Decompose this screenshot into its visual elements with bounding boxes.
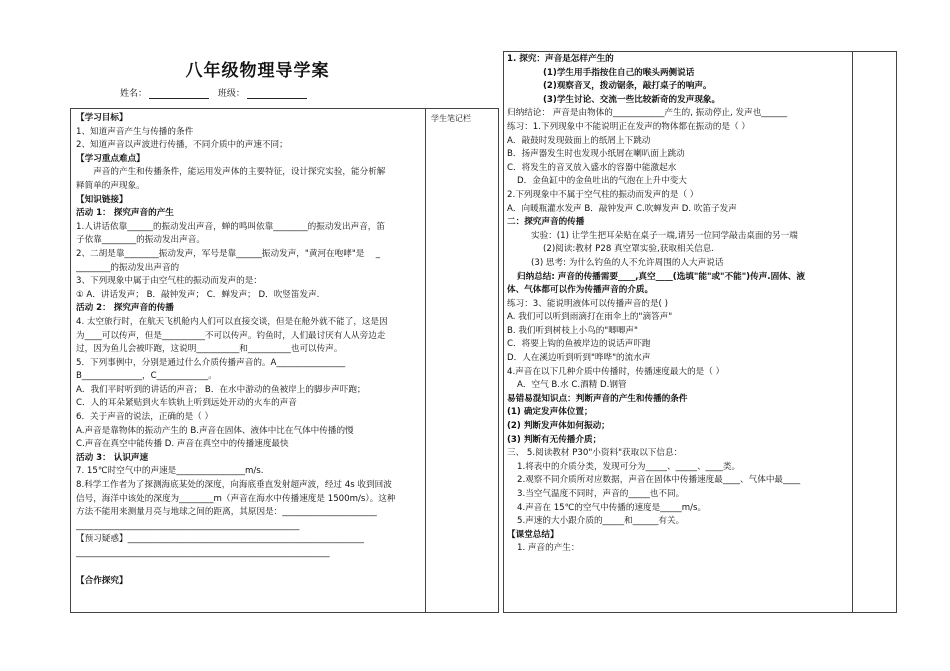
name-field[interactable] — [149, 89, 209, 99]
conclusion-line: 归纳总结: 声音的传播需要____,真空____(选填"能"或"不能")传声.固体、液 — [517, 271, 805, 282]
heading-cooperative-inquiry: 【合作探究】 — [76, 575, 128, 586]
right-notes-column-divider — [852, 51, 853, 613]
activity-1-heading: 活动 1： 探究声音的产生 — [76, 208, 174, 219]
question-line: ________的振动发出声音的 — [76, 262, 180, 273]
inquiry-step: (3)学生讨论、交流一些比较新奇的发声现象。 — [543, 94, 721, 105]
option-line: C.声音在真空中能传播 D. 声音在真空中的传播速度最快 — [76, 439, 289, 450]
question-line: B______________，C____________。 — [76, 371, 217, 382]
text-line: 释简单的声现象。 — [76, 180, 145, 191]
option-line: ① A．讲话发声； B．敲钟发声； C．蝉发声； D．吹竖笛发声. — [76, 289, 320, 300]
option-line: C．将要上钩的鱼被岸边的说话声吓跑 — [507, 339, 651, 350]
question-line: 1.人讲话依靠______的振动发出声音，蝉的鸣叫依靠________的振动发出声音，笛 — [76, 221, 385, 232]
question-line: 4. 太空旅行时，在航天飞机舱内人们可以直接交谈，但是在舱外就不能了，这是因 — [76, 316, 388, 327]
inquiry-step: (1)学生用手指按住自己的喉头两侧说话 — [543, 67, 695, 78]
experiment-line: (2)阅读:教材 P28 真空罩实验,获取相关信息. — [543, 244, 715, 255]
preview-questions-line: ___________________________________________________________ — [76, 548, 330, 558]
option-line: A．我们平时听到的讲话的声音； B．在水中游动的鱼被岸上的脚步声吓跑； — [76, 384, 366, 395]
activity-2-heading: 活动 2： 探究声音的传播 — [76, 303, 174, 314]
page-title: 八年级物理导学案 — [185, 61, 330, 81]
exercise-line: 2.下列现象中不属于空气柱的振动而发声的是（ ） — [507, 189, 699, 200]
exercise-line: 4.声音在以下几种介质中传播时，传播速度最大的是（ ） — [507, 366, 725, 377]
question-line: ____________________________________________________ — [76, 520, 300, 531]
heading-learning-goals: 【学习目标】 — [76, 113, 128, 123]
inquiry-1-heading: 1. 探究：声音是怎样产生的 — [507, 54, 614, 64]
question-line: 过，因为鱼儿会被吓跑，这说明__________和__________也可以传声。 — [76, 344, 343, 355]
question-line: 为____可以传声，但是__________不可以传声。钓鱼时，人们最讨厌有人从旁边走 — [76, 330, 386, 341]
text-line: 2、知道声音以声波进行传播，不同介质中的声速不同； — [76, 140, 288, 151]
option-line: B．扬声器发生时也发现小纸屑在喇叭面上跳动 — [507, 149, 685, 160]
experiment-line: 实验：(1) 让学生把耳朵贴在桌子一端,请另一位同学敲击桌面的另一端 — [531, 230, 798, 241]
student-info-line — [120, 86, 313, 99]
option-line: A．空气 B.水 C.酒精 D.钢管 — [517, 380, 627, 391]
class-label: 班级： — [217, 89, 245, 99]
question-line: 6．关于声音的说法，正确的是（ ） — [76, 412, 214, 423]
option-line: B. 我们听到树枝上小鸟的"唧唧声" — [507, 325, 638, 336]
student-notes-label: 学生笔记栏 — [431, 114, 471, 123]
text-line: 1、知道声音产生与传播的条件 — [76, 126, 194, 137]
option-line: A．向暖瓶灌水发声 B．敲钟发声 C.吹蝉发声 D. 吹笛子发声 — [507, 203, 737, 214]
question-line: 2、二胡是靠________振动发声，军号是靠______振动发声，"黄河在咆哮"是 _ — [76, 248, 380, 259]
activity-3-heading: 活动 3： 认识声速 — [76, 452, 149, 463]
mistake-step: (2) 判断发声体如何振动； — [507, 421, 610, 432]
question-line: 信号，海洋中该处的深度为________m（声音在海水中传播速度是 1500m/s）。这种 — [76, 493, 396, 504]
exercise-line: 练习：3、能说明液体可以传播声音的是( ) — [507, 298, 668, 309]
exercise-line: 练习：1.下列现象中不能说明正在发声的物体都在振动的是（ ） — [507, 121, 750, 132]
reading-task-line: 5.声速的大小跟介质的_____和______有关。 — [517, 516, 685, 527]
reading-task-line: 2.观察不同介质所对应数据，声音在固体中传播速度最____、气体中最____ — [517, 475, 801, 486]
question-line: 子依靠________的振动发出声音。 — [76, 235, 205, 246]
question-line: 5．下列事例中，分别是通过什么介质传播声音的。A________________ — [76, 357, 346, 368]
spacer — [76, 561, 421, 575]
common-mistakes-heading: 易错易混知识点：判断声音的产生和传播的条件 — [507, 393, 688, 404]
mistake-step: (1) 确定发声体位置； — [507, 407, 593, 418]
heading-knowledge-link: 【知识链接】 — [76, 194, 128, 205]
question-line: 7. 15℃时空气中的声速是________________m/s. — [76, 466, 264, 477]
heading-key-points: 【学习重点难点】 — [76, 153, 145, 164]
class-summary-heading: 【课堂总结】 — [507, 529, 559, 540]
inquiry-2-heading: 二：探究声音的传播 — [507, 217, 585, 228]
right-content — [507, 53, 849, 556]
name-label: 姓名： — [120, 89, 148, 99]
option-line: A．敲鼓时发现鼓面上的纸屑上下跳动 — [507, 135, 651, 146]
question-line: 方法不能用来测量月亮与地球之间的距离，其原因是：______________________ — [76, 507, 377, 518]
notes-column-divider — [425, 108, 426, 613]
option-line: C．将发生的音叉放入盛水的容器中能激起水 — [507, 162, 677, 173]
reading-task-heading: 三、 5.阅读教材 P30"小资料"获取以下信息： — [507, 448, 683, 459]
conclusion-line: 归纳结论： 声音是由物体的____________产生的, 振动停止, 发声也______ — [507, 108, 788, 119]
summary-line: 1. 声音的产生： — [517, 543, 580, 554]
question-line: 3、下列现象中属于由空气柱的振动而发声的是： — [76, 276, 262, 287]
mistake-step: (3) 判断有无传播介质； — [507, 434, 602, 445]
option-line: D．金鱼缸中的金鱼吐出的气泡在上升中变大 — [517, 176, 687, 187]
option-line: C．人的耳朵紧贴到火车铁轨上听到远处开动的火车的声音 — [76, 398, 297, 409]
option-line: A. 我们可以听到雨滴打在雨伞上的"滴答声" — [507, 312, 673, 323]
option-line: A.声音是靠物体的振动产生的 B.声音在固体、液体中比在气体中传播的慢 — [76, 425, 354, 436]
experiment-line: (3) 思考: 为什么钓鱼的人不允许周围的人大声说话 — [531, 257, 724, 268]
conclusion-line: 体、气体都可以作为传播声音的介质。 — [507, 285, 654, 296]
inquiry-step: (2)观察音叉，拨动锯条，敲打桌子的响声。 — [543, 81, 712, 92]
option-line: D．人在溪边听到听到"哗哗"的流水声 — [507, 353, 651, 364]
text-line: 声音的产生和传播条件，能运用发声体的主要特征，设计探究实验，能分析解 — [76, 167, 386, 178]
reading-task-line: 4.声音在 15℃的空气中传播的速度是_____m/s。 — [517, 502, 707, 513]
reading-task-line: 3.当空气温度不同时，声音的_____也不同。 — [517, 489, 685, 499]
left-content — [76, 112, 421, 588]
reading-task-line: 1.将表中的介质分类，发现可分为_____、_____、____类。 — [517, 461, 741, 472]
class-field[interactable] — [247, 89, 307, 99]
preview-questions-line: 【预习疑惑】_______________________________________________________ — [76, 534, 364, 545]
question-line: 8.科学工作者为了探测海底某处的深度，向海底垂直发射超声波，经过 4s 收到回波 — [76, 480, 392, 491]
